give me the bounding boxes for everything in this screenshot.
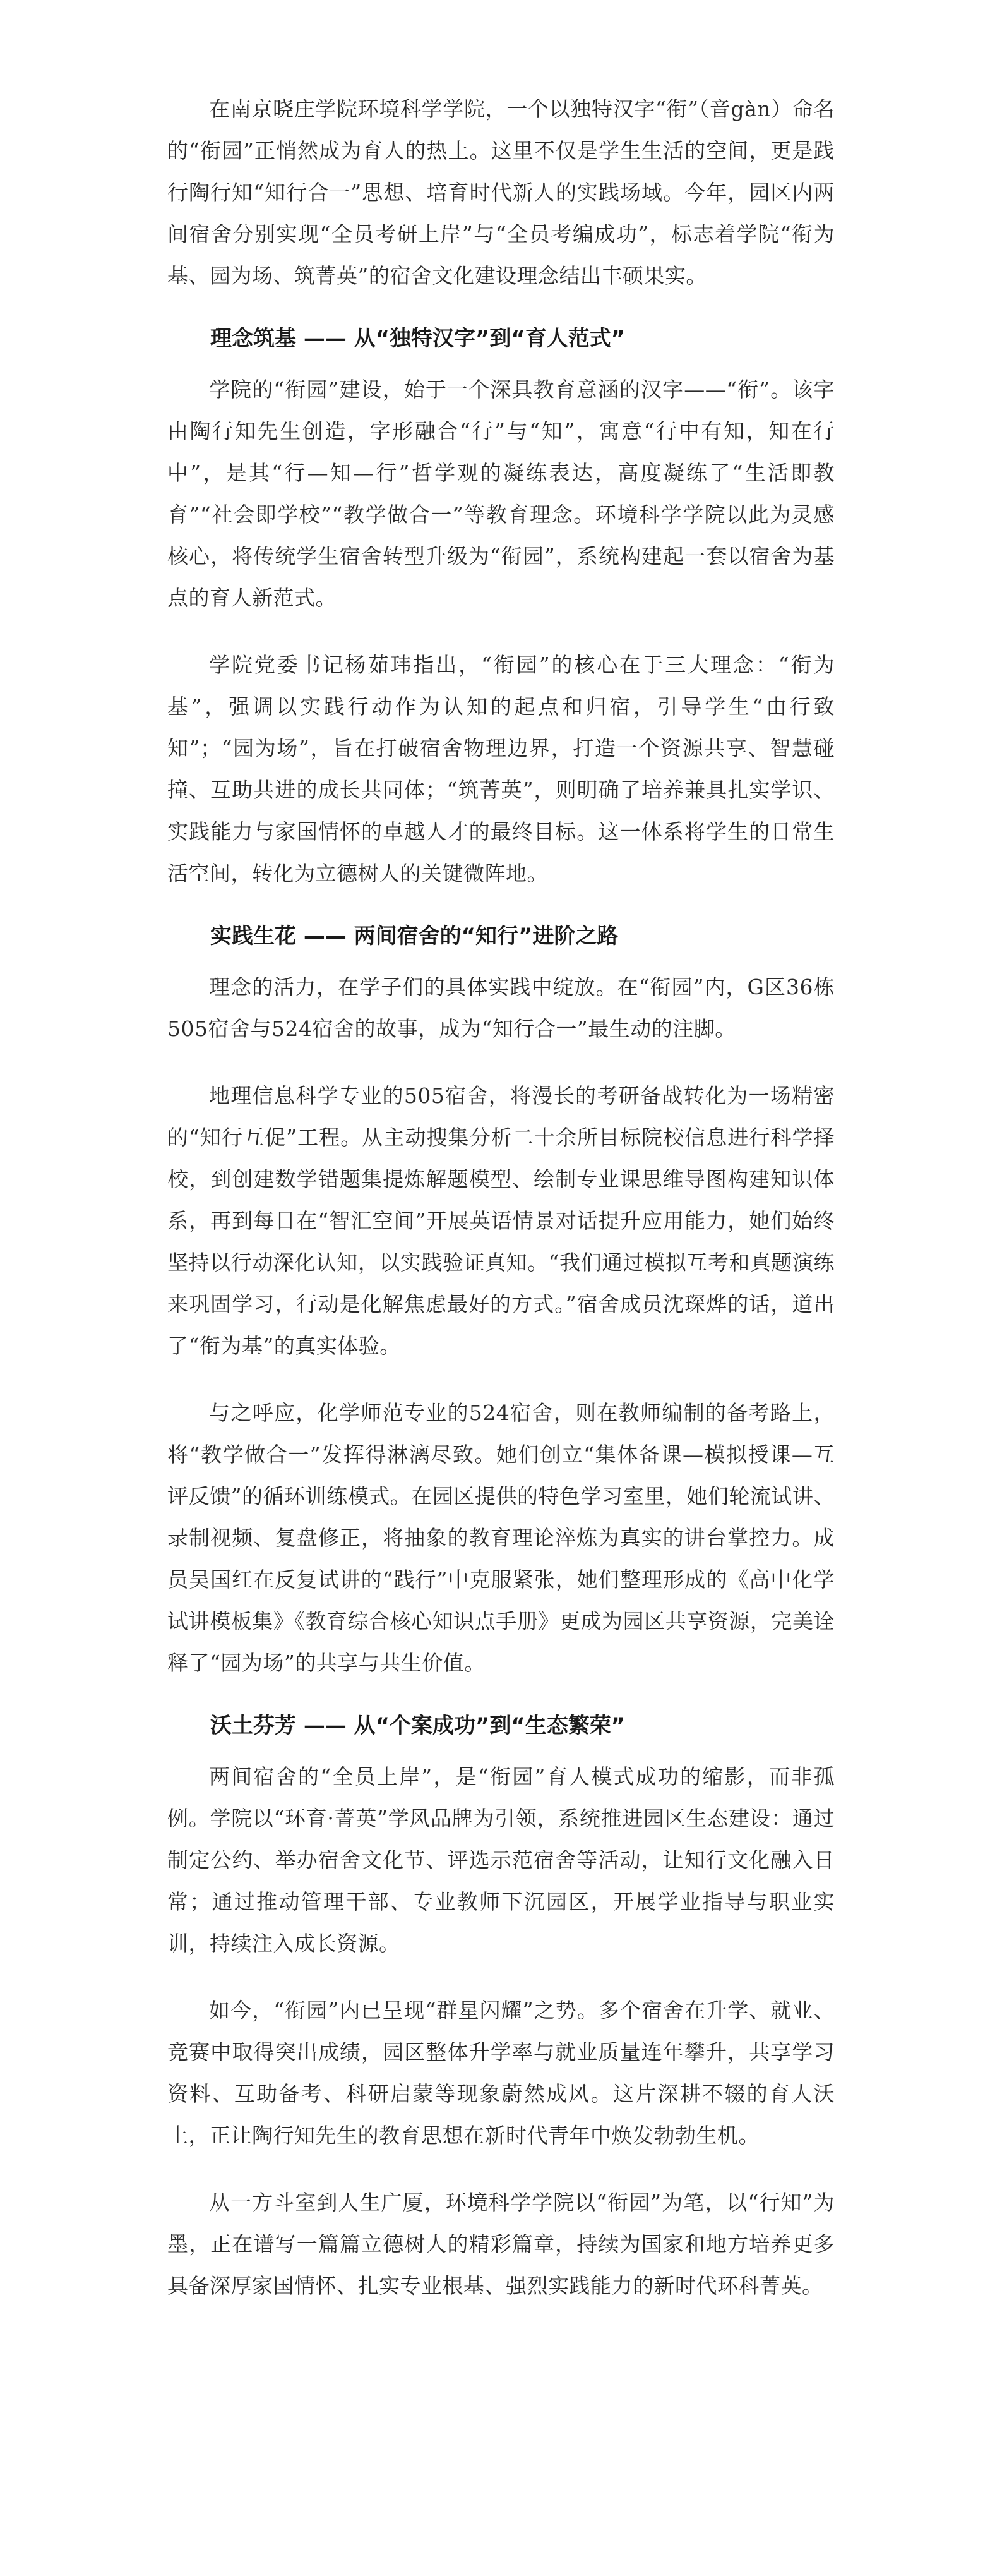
practice-paragraph-3: 与之呼应，化学师范专业的524宿舍，则在教师编制的备考路上，将“教学做合一”发挥得淋漓尽致。她们创立“集体备课—模拟授课—互评反馈”的循环训练模式。在园区提供的特色学习室里，她们轮流试讲、录制视频、复盘修正，将抽象的教育理论淬炼为真实的讲台掌控力。成员吴国红在反复试讲的“践行”中克服紧张，她们整理形成的《高中化学试讲模板集》《教育综合核心知识点手册》更成为园区共享资源，完美诠释了“园为场”的共享与共生价值。 — [167, 1400, 835, 1675]
ecology-paragraph-2: 如今，“衔园”内已呈现“群星闪耀”之势。多个宿舍在升学、就业、竞赛中取得突出成绩，园区整体升学率与就业质量连年攀升，共享学习资料、互助备考、科研启蒙等现象蔚然成风。这片深耕不辍的育人沃土，正让陶行知先生的教育思想在新时代青年中焕发勃勃生机。 — [167, 1998, 835, 2148]
closing-paragraph: 从一方斗室到人生广厦，环境科学学院以“衔园”为笔，以“行知”为墨，正在谱写一篇篇立德树人的精彩篇章，持续为国家和地方培养更多具备深厚家国情怀、扎实专业根基、强烈实践能力的新时代环科菁英。 — [167, 2190, 835, 2298]
concept-paragraph-2: 学院党委书记杨茹玮指出，“衔园”的核心在于三大理念：“衔为基”，强调以实践行动作为认知的起点和归宿，引导学生“由行致知”；“园为场”，旨在打破宿舍物理边界，打造一个资源共享、智慧碰撞、互助共进的成长共同体；“筑菁英”，则明确了培养兼具扎实学识、实践能力与家国情怀的卓越人才的最终目标。这一体系将学生的日常生活空间，转化为立德树人的关键微阵地。 — [167, 653, 835, 886]
section-heading-ecology: 沃土芬芳 —— 从“个案成功”到“生态繁荣” — [210, 1713, 626, 1738]
practice-paragraph-2: 地理信息科学专业的505宿舍，将漫长的考研备战转化为一场精密的“知行互促”工程。从主动搜集分析二十余所目标院校信息进行科学择校，到创建数学错题集提炼解题模型、绘制专业课思维导图构建知识体系，再到每日在“智汇空间”开展英语情景对话提升应用能力，她们始终坚持以行动深化认知，以实践验证真知。“我们通过模拟互考和真题演练来巩固学习，行动是化解焦虑最好的方式。”宿舍成员沈琛烨的话，道出了“衔为基”的真实体验。 — [167, 1083, 835, 1358]
practice-paragraph-1: 理念的活力，在学子们的具体实践中绽放。在“衔园”内，G区36栋505宿舍与524宿舍的故事，成为“知行合一”最生动的注脚。 — [167, 975, 835, 1041]
section-heading-concept: 理念筑基 —— 从“独特汉字”到“育人范式” — [210, 326, 626, 351]
intro-paragraph: 在南京晓庄学院环境科学学院，一个以独特汉字“衔”（音gàn）命名的“衔园”正悄然成为育人的热土。这里不仅是学生生活的空间，更是践行陶行知“知行合一”思想、培育时代新人的实践场域。今年，园区内两间宿舍分别实现“全员考研上岸”与“全员考编成功”，标志着学院“衔为基、园为场、筑菁英”的宿舍文化建设理念结出丰硕果实。 — [167, 97, 835, 288]
concept-paragraph-1: 学院的“衔园”建设，始于一个深具教育意涵的汉字——“衔”。该字由陶行知先生创造，字形融合“行”与“知”，寓意“行中有知，知在行中”，是其“行—知—行”哲学观的凝练表达，高度凝练了“生活即教育”“社会即学校”“教学做合一”等教育理念。环境科学学院以此为灵感核心，将传统学生宿舍转型升级为“衔园”，系统构建起一套以宿舍为基点的育人新范式。 — [167, 377, 835, 610]
ecology-paragraph-1: 两间宿舍的“全员上岸”，是“衔园”育人模式成功的缩影，而非孤例。学院以“环育·菁英”学风品牌为引领，系统推进园区生态建设：通过制定公约、举办宿舍文化节、评选示范宿舍等活动，让知行文化融入日常；通过推动管理干部、专业教师下沉园区，开展学业指导与职业实训，持续注入成长资源。 — [167, 1764, 835, 1956]
section-heading-practice: 实践生花 —— 两间宿舍的“知行”进阶之路 — [210, 924, 619, 949]
